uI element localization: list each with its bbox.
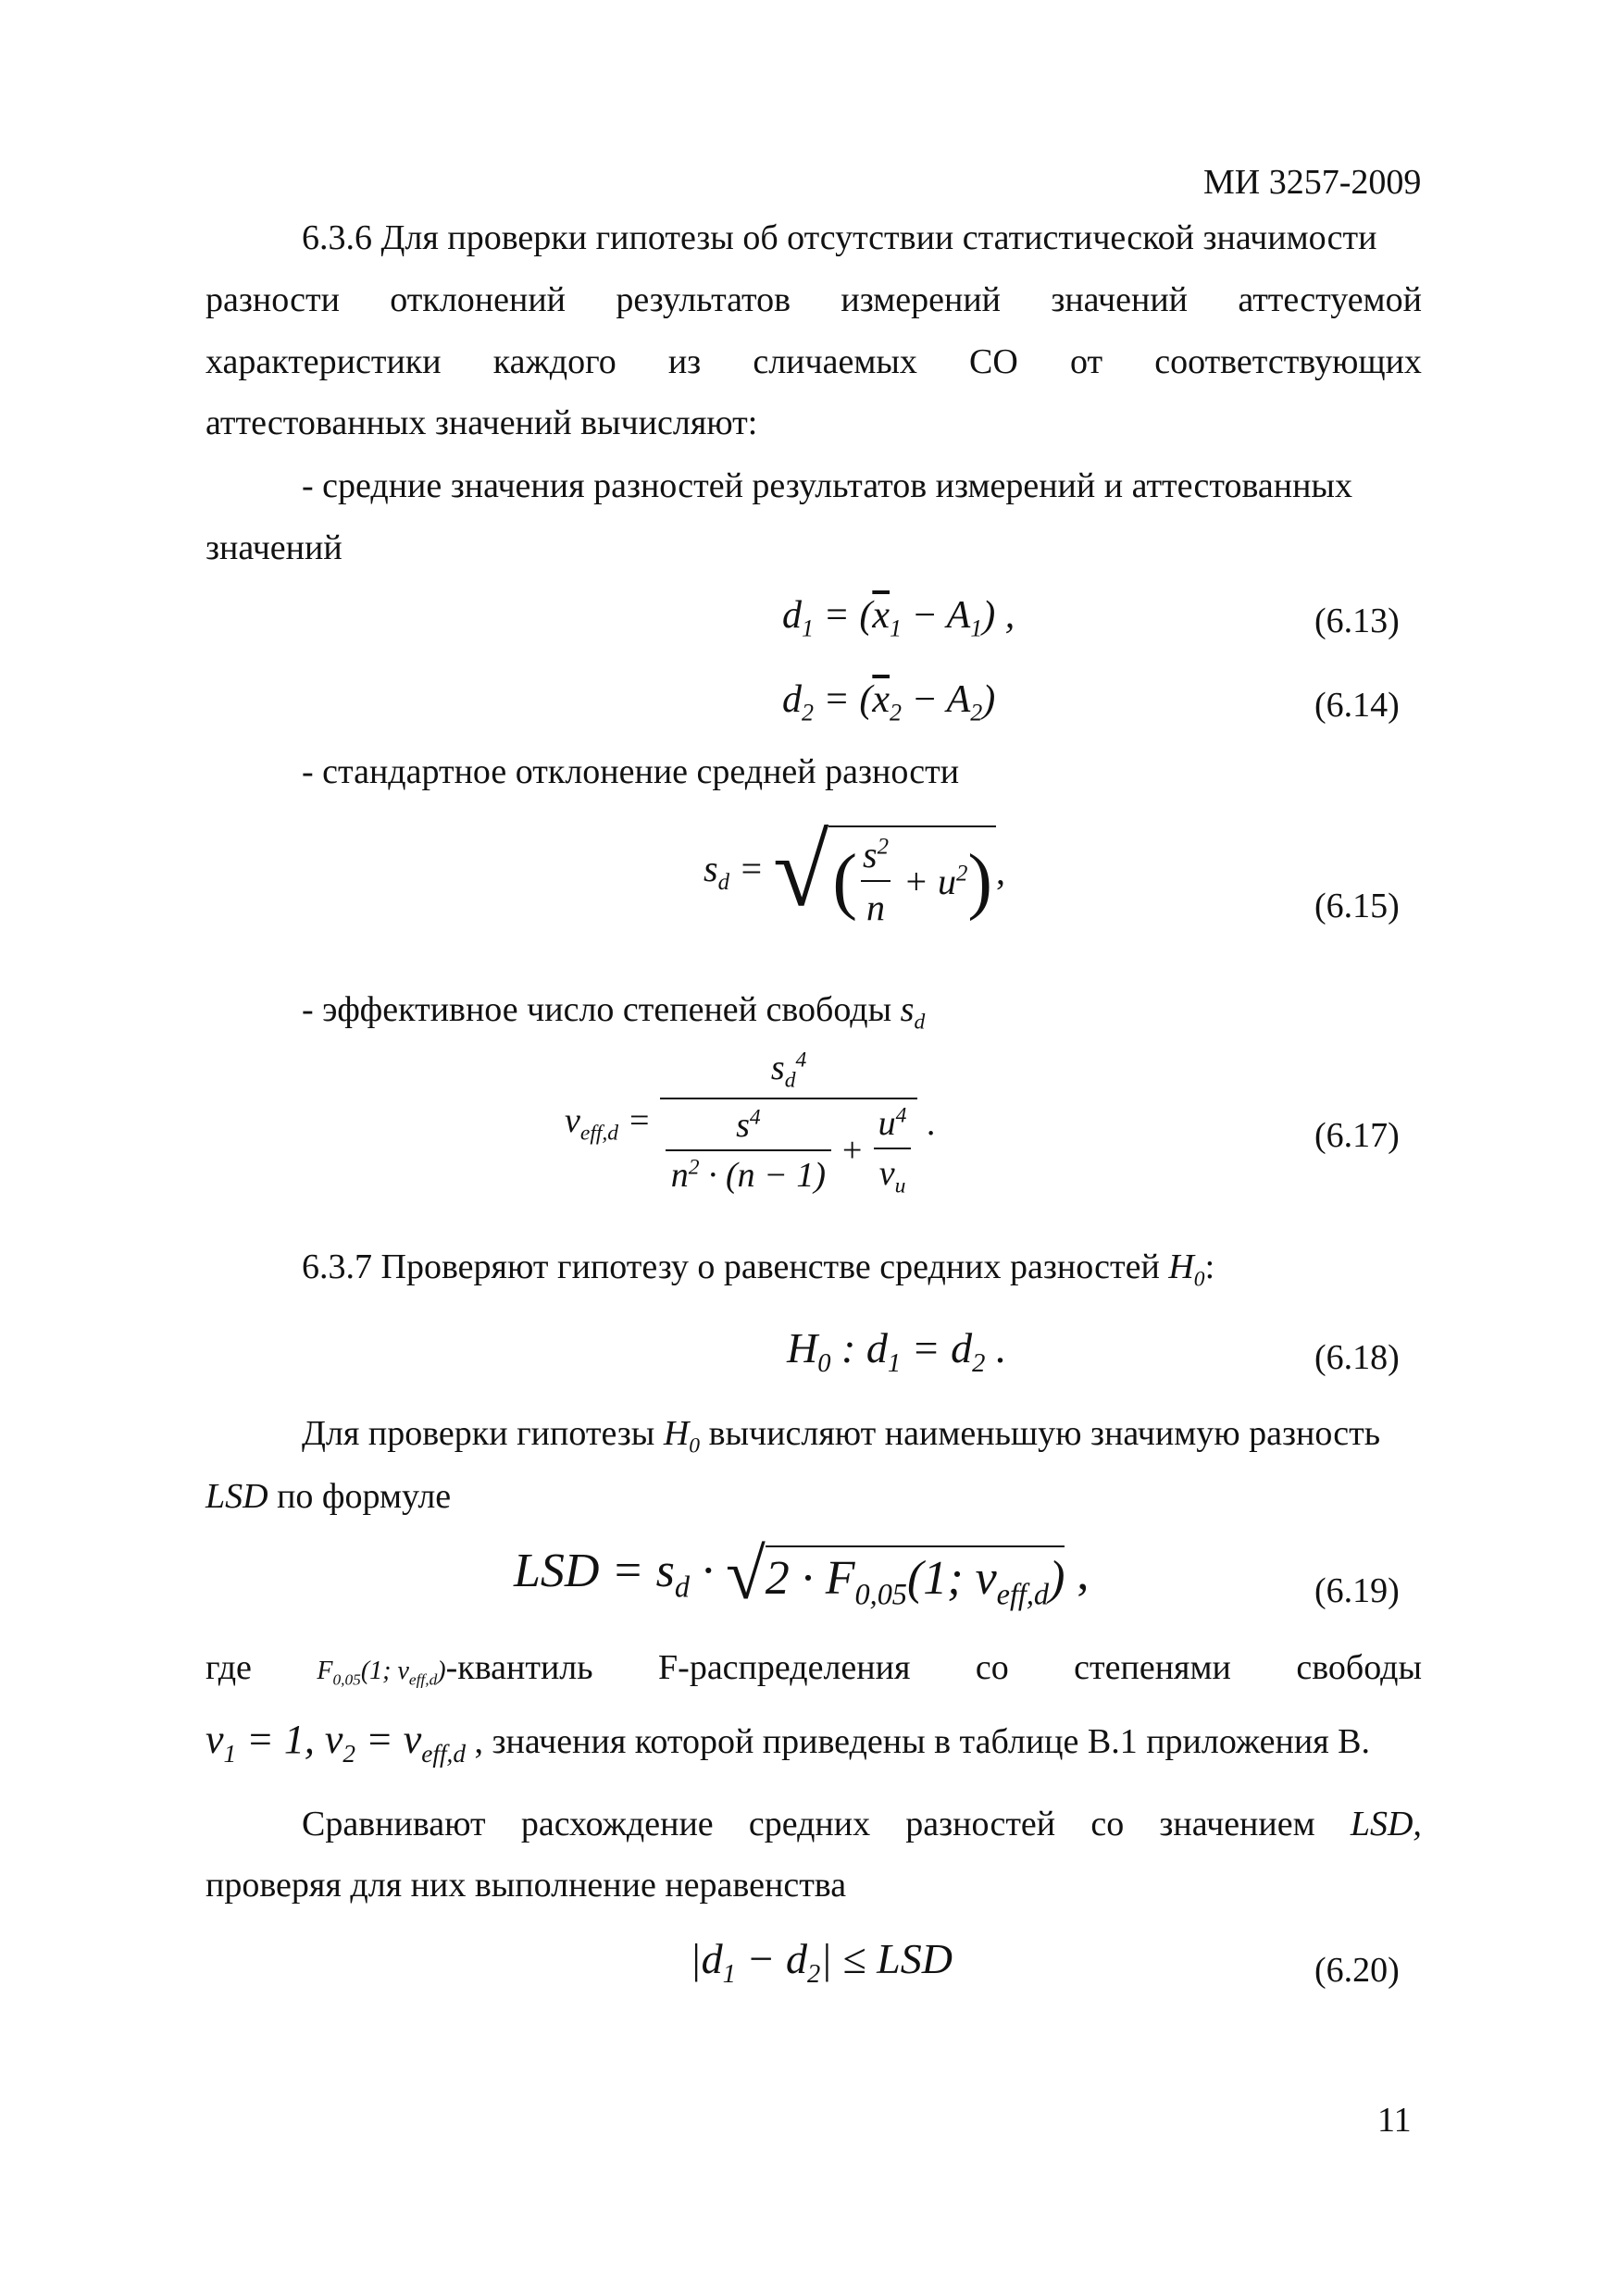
equation-number-6-17: (6.17) (1314, 1116, 1400, 1155)
equation-number-6-19: (6.19) (1314, 1571, 1400, 1610)
formula-6-18: $H_0$ : $d_1 = d_2$ . (787, 1324, 1007, 1379)
paragraph-637: 6.3.7 Проверяют гипотезу о равенстве средних разностей $H_0$: (302, 1247, 1215, 1292)
equation-number-6-13: (6.13) (1314, 602, 1400, 640)
paragraph-636-line-2: разности отклонений результатов измерений значений аттестуемой (205, 280, 1422, 319)
equation-number-6-20: (6.20) (1314, 1951, 1400, 1990)
where-line-2: $\nu_1 = 1$, $\nu_2 = \nu_{eff,d}$ , значения которой приведены в таблице В.1 приложения В. (205, 1717, 1371, 1768)
means-item-line-1: - средние значения разностей результатов измерений и аттестованных (302, 466, 1352, 505)
paragraph-636-line-3: характеристики каждого из сличаемых СО от соответствующих (205, 342, 1422, 381)
equation-number-6-14: (6.14) (1314, 686, 1400, 725)
paragraph-636-line-4: аттестованных значений вычисляют: (205, 403, 758, 442)
equation-number-6-15: (6.15) (1314, 887, 1400, 925)
h0-paragraph-line-2: LSD по формуле (205, 1477, 452, 1516)
paragraph-636-line-1: 6.3.6 Для проверки гипотезы об отсутствии статистической значимости (302, 218, 1377, 257)
compare-line-2: проверяя для них выполнение неравенства (205, 1866, 847, 1905)
sd-item: - стандартное отклонение средней разности (302, 752, 960, 791)
formula-6-15: $s_d$ = √ ( $\frac{s^2}{n}$ + $u^2$ ) , (704, 813, 1006, 928)
means-item-line-2: значений (205, 528, 342, 567)
formula-6-13: $d_1 = (\overline{x}_1 - A_1)$ , (782, 594, 1015, 642)
h0-paragraph-line-1: Для проверки гипотезы $H_0$ вычисляют наименьшую значимую разность (302, 1414, 1381, 1458)
effective-dof-item: - эффективное число степеней свободы $s_d$ (302, 990, 926, 1035)
formula-6-20: $|d_1 - d_2|$ ≤ LSD (690, 1935, 953, 1990)
formula-6-14: $d_2 = (\overline{x}_2 - A_2)$ (782, 678, 996, 726)
document-code: МИ 3257-2009 (1203, 163, 1422, 202)
formula-6-17: $\nu_{eff,d}$ = $s_d^4$ $\frac{s^4}{n^2 \cdot (n - 1)}$ + $\frac{u^4}{\nu_u}$ . (565, 1048, 936, 1198)
where-line-1: где $F_{0,05}(1$; $\nu_{eff,d}$)-квантиль F-распределения со степенями свободы (205, 1648, 1422, 1689)
equation-number-6-18: (6.18) (1314, 1338, 1400, 1377)
formula-6-19: LSD = $s_d$ · √ $2 \cdot F_{0,05}(1$; $\nu_{eff,d}$) , (514, 1533, 1090, 1614)
page-number: 11 (1377, 2101, 1412, 2140)
compare-line-1: Сравнивают расхождение средних разностей со значением LSD, (302, 1805, 1422, 1843)
